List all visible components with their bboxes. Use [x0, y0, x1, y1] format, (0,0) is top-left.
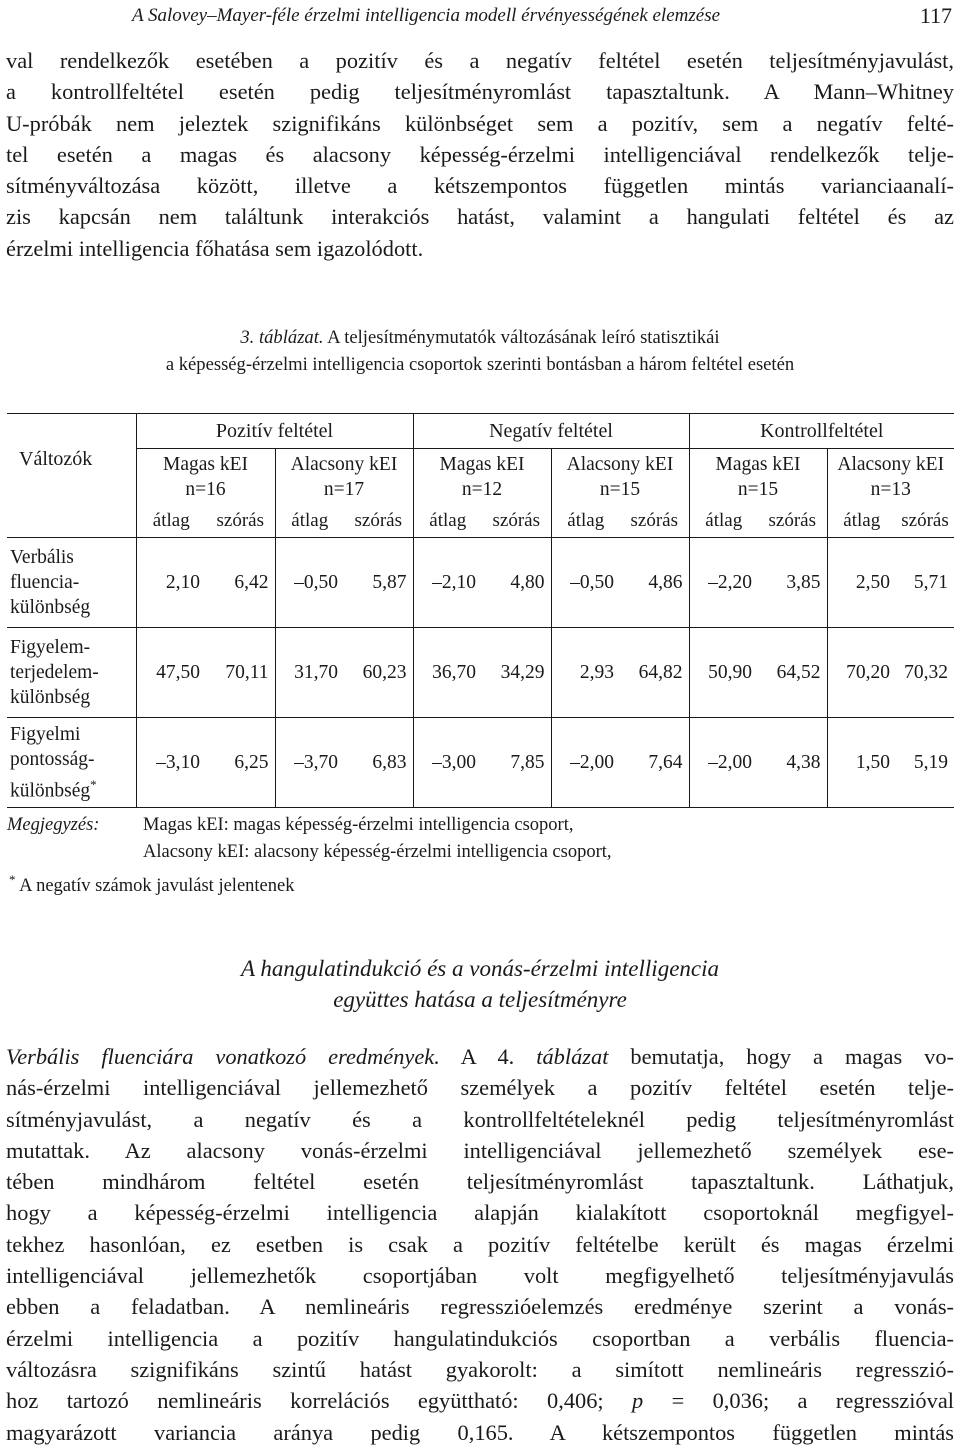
- table-cell: 70,32: [896, 628, 954, 718]
- notes-star-note: * A negatív számok javulást jelentenek: [9, 872, 295, 897]
- paragraph-2-line: érzelmi intelligencia a pozitív hangulatindukciós csoportban a verbális fluencia-: [6, 1325, 954, 1351]
- table-cell: 6,83: [344, 718, 413, 808]
- section-title-line1: A hangulatindukció és a vonás-érzelmi intelligencia: [240, 956, 719, 981]
- paragraph-1-line: érzelmi intelligencia főhatása sem igazolódott.: [6, 235, 424, 261]
- row-header-spacer: [7, 504, 136, 538]
- paragraph-2-line: tében mindhárom feltétel esetén teljesítményromlást tapasztaltunk. Láthatjuk,: [6, 1169, 954, 1195]
- table-cell: 6,42: [206, 538, 275, 628]
- paragraph-1-line: zis kapcsán nem találtunk interakciós hatást, valamint a hangulati feltétel és az: [6, 204, 954, 230]
- subgroup-header: Alacsony kEI n=15: [551, 449, 689, 505]
- running-head-title: A Salovey–Mayer-féle érzelmi intelligencia modell érvényességének elemzése: [132, 5, 721, 26]
- section-title-line2: együttes hatása a teljesítményre: [333, 987, 627, 1012]
- paragraph-2-line: nás-érzelmi intelligenciával jellemezhető személyek a pozitív feltétel esetén telje-: [6, 1075, 954, 1101]
- row-label: Figyelem- terjedelem- különbség: [7, 628, 136, 718]
- stat-label: szórás: [206, 504, 275, 538]
- paragraph-2-line: tekhez hasonlóan, ez esetben is csak a pozitív feltételbe került és magas érzelmi: [6, 1231, 954, 1257]
- paragraph-1-line: U-próbák nem jeleztek szignifikáns különbséget sem a pozitív, sem a negatív felté-: [6, 110, 954, 136]
- table-caption-label: 3. táblázat.: [240, 327, 324, 348]
- stat-label: átlag: [413, 504, 482, 538]
- paragraph-2-line: hoz tartozó nemlineáris korrelációs együttható: 0,406; p = 0,036; a regresszióval: [6, 1388, 954, 1414]
- stat-label: szórás: [896, 504, 954, 538]
- group-header-positive: Pozitív feltétel: [136, 414, 413, 449]
- paragraph-2-line: hogy a képesség-érzelmi intelligencia alapján kialakított csoportoknál megfigyel-: [6, 1200, 954, 1226]
- subgroup-header: Magas kEI n=15: [689, 449, 827, 505]
- table-caption: [0, 324, 960, 378]
- paragraph-1-line: a kontrollfeltétel esetén pedig teljesítményromlást tapasztaltunk. A Mann–Whitney: [6, 79, 954, 105]
- subgroup-header: Alacsony kEI n=17: [275, 449, 413, 505]
- paragraph-2-line: mutattak. Az alacsony vonás-érzelmi intelligenciával jellemezhető személyek ese-: [6, 1137, 954, 1163]
- row-label: Verbális fluencia- különbség: [7, 538, 136, 628]
- paragraph-1-line: sítményváltozása között, illetve a kétszempontos független mintás varianciaanalí-: [6, 173, 954, 199]
- section-title: [0, 953, 960, 1015]
- table-cell: 50,90: [689, 628, 758, 718]
- table-cell: –3,00: [413, 718, 482, 808]
- table-row: [7, 718, 954, 808]
- table-cell: 2,10: [136, 538, 206, 628]
- running-head: [132, 2, 952, 30]
- table-cell: 7,85: [482, 718, 551, 808]
- stat-label: átlag: [551, 504, 620, 538]
- row-label: Figyelmi pontosság- különbség*: [7, 718, 136, 808]
- stat-label: átlag: [275, 504, 344, 538]
- table-cell: 36,70: [413, 628, 482, 718]
- table-cell: 1,50: [827, 718, 896, 808]
- table-reference: táblázat: [536, 1044, 609, 1069]
- paragraph-1-line: val rendelkezők esetében a pozitív és a negatív feltétel esetén teljesítményjavulást,: [6, 48, 954, 73]
- table-cell: 64,52: [758, 628, 827, 718]
- stat-label: átlag: [827, 504, 896, 538]
- page-number: 117: [919, 3, 952, 28]
- table-cell: 70,11: [206, 628, 275, 718]
- table-cell: 7,64: [620, 718, 689, 808]
- subgroup-header: Alacsony kEI n=13: [837, 453, 945, 500]
- paragraph-2-first-line: Verbális fluenciára vonatkozó eredmények. A 4. táblázat bemutatja, hogy a magas vo-: [6, 1044, 954, 1069]
- table-cell: 5,87: [344, 538, 413, 628]
- table-cell: –2,20: [689, 538, 758, 628]
- table-cell: 5,71: [896, 538, 954, 628]
- stat-label: átlag: [136, 504, 206, 538]
- table-cell: –3,70: [275, 718, 344, 808]
- table-cell: –0,50: [275, 538, 344, 628]
- table-cell: –2,10: [413, 538, 482, 628]
- table-cell: 3,85: [758, 538, 827, 628]
- paragraph-2-line: magyarázott variancia aránya pedig 0,165. A kétszempontos független mintás: [6, 1419, 954, 1445]
- table-cell: –2,00: [689, 718, 758, 808]
- paragraph-2: [6, 1041, 954, 1448]
- paragraph-2-line: változásra szignifikáns szintű hatást gyakorolt: a simított nemlineáris regresszió-: [6, 1356, 954, 1382]
- stat-label: szórás: [758, 504, 827, 538]
- table-cell: –2,00: [551, 718, 620, 808]
- notes-line-2: Alacsony kEI: alacsony képesség-érzelmi intelligencia csoport,: [143, 842, 612, 862]
- notes-line-1: Magas kEI: magas képesség-érzelmi intelligencia csoport,: [143, 815, 574, 835]
- table-cell: 2,50: [827, 538, 896, 628]
- stat-label: szórás: [482, 504, 551, 538]
- table-cell: 4,80: [482, 538, 551, 628]
- statistics-table: [7, 413, 954, 808]
- table-cell: 34,29: [482, 628, 551, 718]
- stat-label: szórás: [344, 504, 413, 538]
- table-cell: 64,82: [620, 628, 689, 718]
- paragraph-2-lead: Verbális fluenciára vonatkozó eredmények.: [6, 1044, 440, 1069]
- table-cell: 70,20: [827, 628, 896, 718]
- subgroup-header: Magas kEI n=12: [413, 449, 551, 505]
- table-row: [7, 538, 954, 628]
- notes-label: Megjegyzés:: [7, 815, 100, 835]
- paragraph-2-line: intelligenciával jellemezhetők csoportjában volt megfigyelhető teljesítményjavulás: [6, 1263, 954, 1289]
- table-cell: 2,93: [551, 628, 620, 718]
- table-row: [7, 628, 954, 718]
- paragraph-2-line: ebben a feladatban. A nemlineáris regresszióelemzés eredménye szerint a vonás-: [6, 1294, 954, 1320]
- paragraph-1: [6, 45, 954, 264]
- table-cell: –3,10: [136, 718, 206, 808]
- table-cell: 6,25: [206, 718, 275, 808]
- paragraph-1-line: tel esetén a magas és alacsony képesség-érzelmi intelligenciával rendelkezők telje-: [6, 141, 954, 167]
- table-cell: 60,23: [344, 628, 413, 718]
- table-caption-line2: a képesség-érzelmi intelligencia csoportok szerinti bontásban a három feltétel esetén: [165, 354, 795, 375]
- paragraph-2-line: sítményjavulást, a negatív és a kontrollfeltételeknél pedig teljesítményromlást: [6, 1106, 954, 1132]
- table-cell: 5,19: [896, 718, 954, 808]
- group-header-control: Kontrollfeltétel: [689, 414, 954, 449]
- stat-label: szórás: [620, 504, 689, 538]
- table-cell: –0,50: [551, 538, 620, 628]
- stat-label: átlag: [689, 504, 758, 538]
- table-cell: 4,38: [758, 718, 827, 808]
- group-header-negative: Negatív feltétel: [413, 414, 689, 449]
- row-header-title: Változók: [7, 414, 136, 505]
- table-cell: 47,50: [136, 628, 206, 718]
- subgroup-header: Magas kEI n=16: [136, 449, 275, 505]
- table-cell: 31,70: [275, 628, 344, 718]
- table-cell: 4,86: [620, 538, 689, 628]
- table-caption-line1: A teljesítménymutatók változásának leíró statisztikái: [323, 327, 720, 348]
